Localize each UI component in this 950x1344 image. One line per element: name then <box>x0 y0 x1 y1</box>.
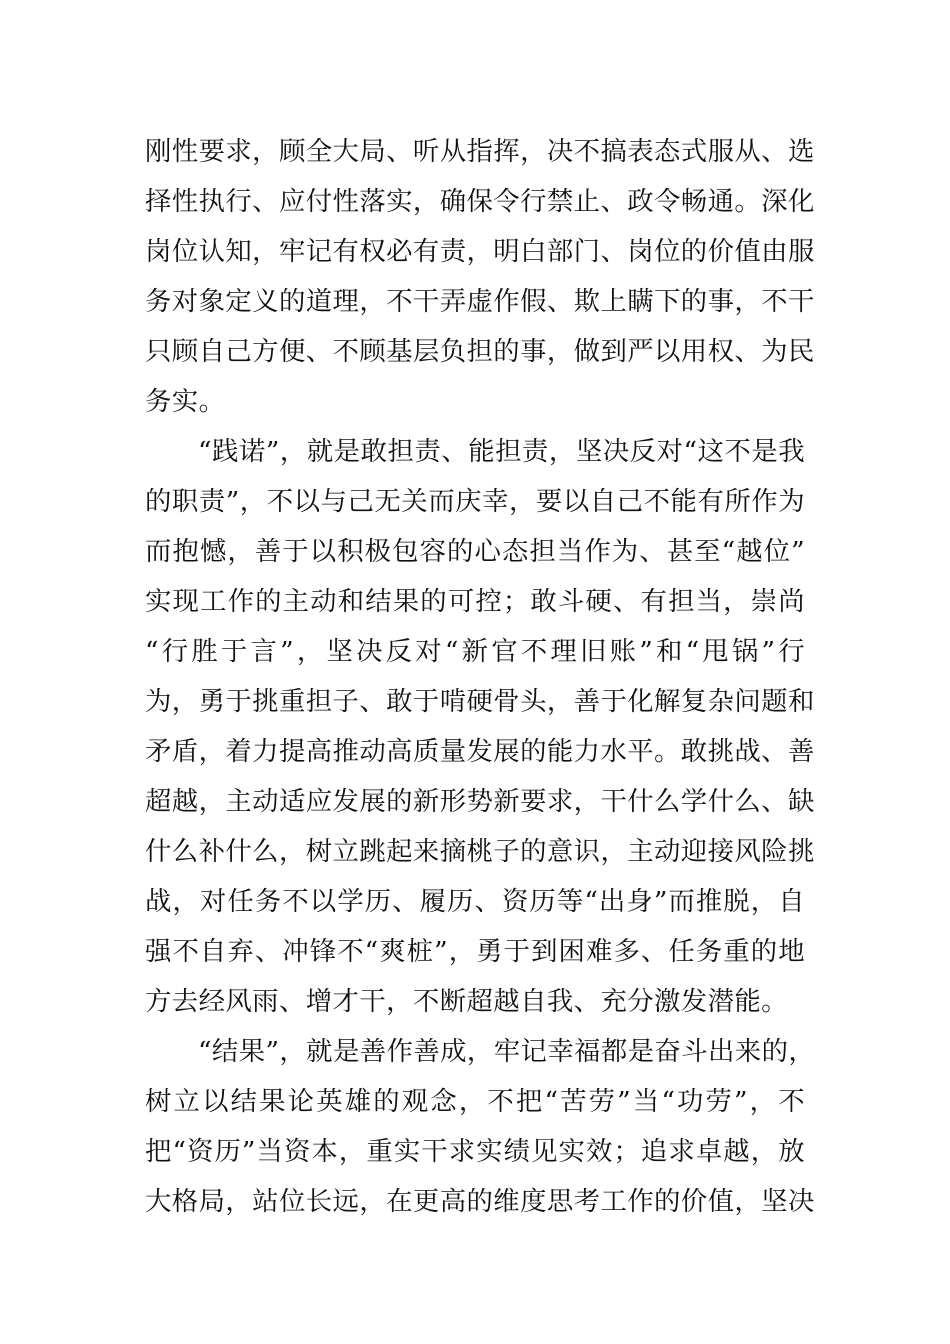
text-line: 把“资历”当资本，重实干求实绩见实效；追求卓越，放 <box>145 1136 805 1167</box>
text-line: 的职责”，不以与己无关而庆幸，要以自己不能有所作为 <box>145 486 805 517</box>
text-line: “结果”，就是善作善成，牢记幸福都是奋斗出来的， <box>198 1036 816 1067</box>
text-line: 大格局，站位长远，在更高的维度思考工作的价值，坚决 <box>145 1186 815 1217</box>
text-line: 矛盾，着力提高推动高质量发展的能力水平。敢挑战、善 <box>145 736 815 767</box>
text-line: 而抱憾，善于以积极包容的心态担当作为、甚至“越位” <box>145 536 805 567</box>
text-line: 刚性要求，顾全大局、听从指挥，决不搞表态式服从、选 <box>145 136 815 167</box>
text-line: 务对象定义的道理，不干弄虚作假、欺上瞒下的事，不干 <box>145 286 815 317</box>
paragraph-3 <box>145 1027 816 1227</box>
text-line: “行胜于言”，坚决反对“新官不理旧账”和“甩锅”行 <box>145 636 805 667</box>
text-line: 只顾自己方便、不顾基层负担的事，做到严以用权、为民 <box>145 336 815 367</box>
paragraph-1 <box>145 127 815 427</box>
text-line: 树立以结果论英雄的观念，不把“苦劳”当“功劳”，不 <box>145 1086 805 1117</box>
text-line: 务实。 <box>145 386 226 417</box>
document-body <box>145 127 816 1227</box>
text-line: 实现工作的主动和结果的可控；敢斗硬、有担当，崇尚 <box>145 586 805 617</box>
text-line: 强不自弃、冲锋不“爽桩”，勇于到困难多、任务重的地 <box>145 936 805 967</box>
text-line: 岗位认知，牢记有权必有责，明白部门、岗位的价值由服 <box>145 236 815 267</box>
text-line: 方去经风雨、增才干，不断超越自我、充分激发潜能。 <box>145 986 788 1017</box>
text-line: 为，勇于挑重担子、敢于啃硬骨头，善于化解复杂问题和 <box>145 686 815 717</box>
text-line: “践诺”，就是敢担责、能担责，坚决反对“这不是我 <box>198 436 805 467</box>
paragraph-2 <box>145 427 815 1027</box>
text-line: 什么补什么，树立跳起来摘桃子的意识，主动迎接风险挑 <box>145 836 815 867</box>
text-line: 超越，主动适应发展的新形势新要求，干什么学什么、缺 <box>145 786 815 817</box>
text-line: 择性执行、应付性落实，确保令行禁止、政令畅通。深化 <box>145 186 815 217</box>
text-line: 战，对任务不以学历、履历、资历等“出身”而推脱，自 <box>145 886 805 917</box>
